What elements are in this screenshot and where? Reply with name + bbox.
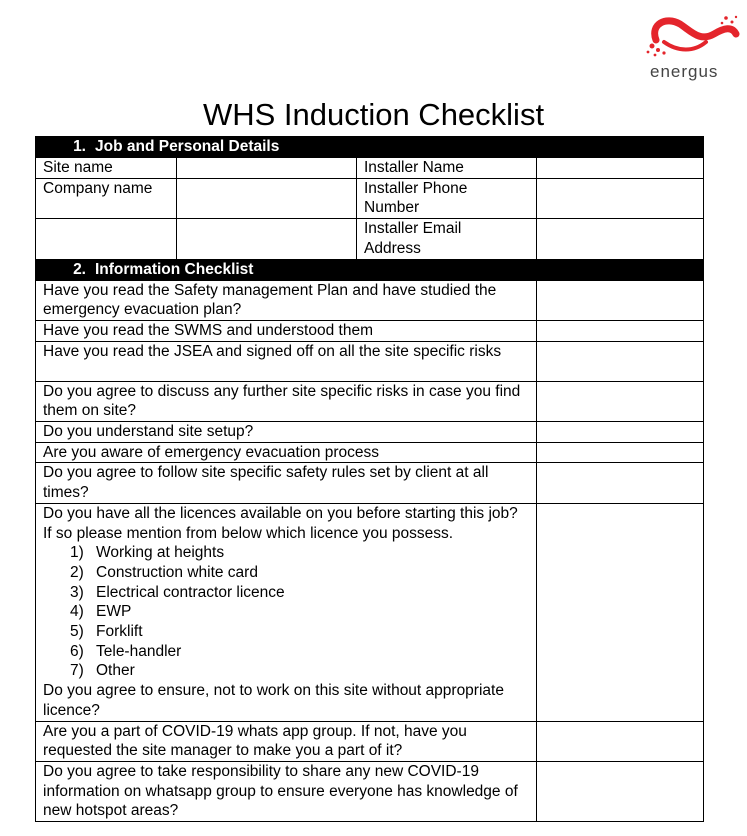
details-row — [36, 178, 704, 218]
checklist-row — [36, 422, 704, 443]
checklist-row — [36, 442, 704, 463]
answer-field[interactable] — [537, 280, 704, 320]
section-header-information-checklist — [36, 259, 704, 280]
details-row — [36, 219, 704, 259]
page-title: WHS Induction Checklist — [202, 97, 545, 132]
question-text: Do you agree to discuss any further site specific risks in case you find them on site? — [36, 381, 537, 421]
licence-intro: Do you have all the licences available on you before starting this job? If so please mention from below which licence you possess. — [43, 504, 518, 542]
installer-name-field[interactable] — [537, 158, 704, 179]
licence-outro: Do you agree to ensure, not to work on this site without appropriate licence? — [43, 682, 504, 719]
checklist-row — [36, 761, 704, 821]
checklist-row — [36, 381, 704, 421]
checklist-row — [36, 341, 704, 381]
checklist-row — [36, 320, 704, 341]
answer-field[interactable] — [537, 463, 704, 503]
section-number: 1. — [73, 138, 86, 155]
site-name-label: Site name — [36, 158, 177, 179]
question-text: Do you understand site setup? — [36, 422, 537, 443]
site-name-field[interactable] — [177, 158, 357, 179]
question-text: Do you agree to take responsibility to share any new COVID-19 information on whatsapp group to ensure everyone has knowledge of new hotspot areas? — [36, 761, 537, 821]
answer-field[interactable] — [537, 422, 704, 443]
blank-label-cell[interactable] — [36, 219, 177, 259]
company-name-field[interactable] — [177, 178, 357, 218]
licence-option: 1) Working at heights — [70, 544, 225, 562]
installer-phone-field[interactable] — [537, 178, 704, 218]
question-text: Have you read the Safety management Plan and have studied the emergency evacuation plan? — [36, 280, 537, 320]
logo-text: energus — [650, 62, 719, 81]
licence-question — [36, 503, 537, 721]
installer-name-label: Installer Name — [357, 158, 537, 179]
question-text: Have you read the SWMS and understood them — [36, 320, 537, 341]
answer-field[interactable] — [537, 442, 704, 463]
checklist-row — [36, 721, 704, 761]
details-row — [36, 158, 704, 179]
licence-option: 3) Electrical contractor licence — [70, 583, 285, 601]
answer-field[interactable] — [537, 381, 704, 421]
section-number: 2. — [73, 260, 86, 278]
installer-email-label: Installer Email Address — [357, 219, 537, 259]
checklist-row-licences — [36, 503, 704, 721]
section-title: Information Checklist — [95, 260, 254, 278]
answer-field[interactable] — [537, 721, 704, 761]
company-name-label: Company name — [36, 178, 177, 218]
licence-option: 6) Tele-handler — [70, 642, 182, 660]
licence-option: 4) EWP — [70, 603, 132, 621]
licence-option: 7) Other — [70, 662, 135, 680]
answer-field[interactable] — [537, 320, 704, 341]
logo-mark-icon — [644, 12, 740, 60]
question-text: Are you aware of emergency evacuation process — [36, 442, 537, 463]
energus-logo — [640, 12, 740, 84]
licence-option: 2) Construction white card — [70, 563, 258, 581]
licence-option: 5) Forklift — [70, 623, 143, 641]
installer-phone-label: Installer Phone Number — [357, 178, 537, 218]
question-text: Have you read the JSEA and signed off on all the site specific risks — [36, 341, 537, 381]
blank-field-cell[interactable] — [177, 219, 357, 259]
answer-field[interactable] — [537, 503, 704, 721]
question-text: Do you agree to follow site specific safety rules set by client at all times? — [36, 463, 537, 503]
answer-field[interactable] — [537, 761, 704, 821]
section-title: Job and Personal Details — [95, 138, 280, 155]
checklist-row — [36, 463, 704, 503]
question-text: Are you a part of COVID-19 whats app group. If not, have you requested the site manager to make you a part of it? — [36, 721, 537, 761]
installer-email-field[interactable] — [537, 219, 704, 259]
answer-field[interactable] — [537, 341, 704, 381]
checklist-row — [36, 280, 704, 320]
section-header-job-details — [36, 137, 704, 158]
checklist-table — [35, 136, 704, 822]
